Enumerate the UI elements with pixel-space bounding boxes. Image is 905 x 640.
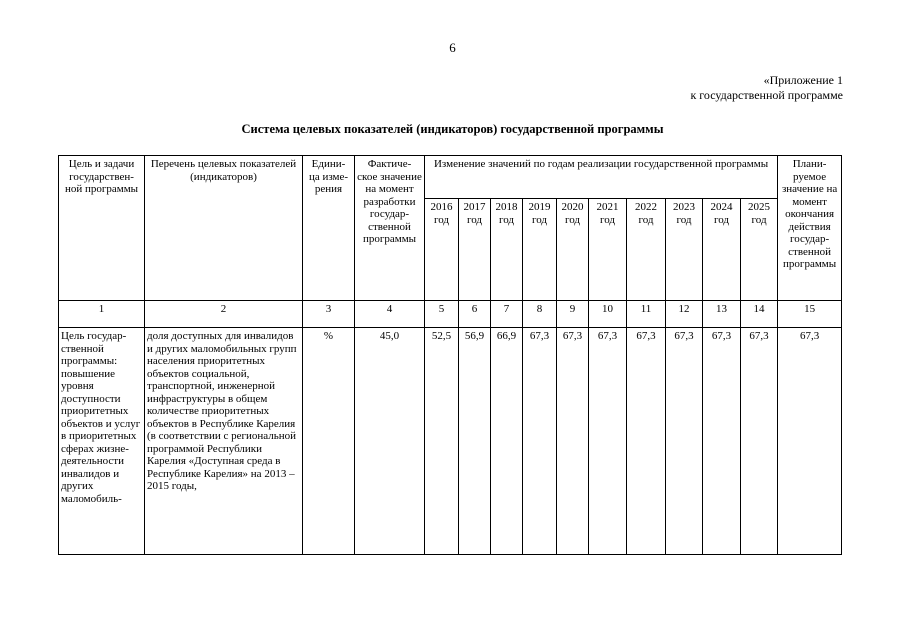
- row-goal: Цель государ- ственной программы: повышение уровня доступности приоритетных объектов и услуг в приоритетных сферах жизне- деятельности инвалидов и других маломобиль-: [59, 328, 145, 555]
- document-title: Система целевых показателей (индикаторов) государственной программы: [241, 122, 664, 136]
- column-number: 3: [303, 301, 355, 328]
- header-year: 2020 год: [557, 199, 589, 301]
- header-year: 2021 год: [589, 199, 627, 301]
- indicators-table: [58, 155, 842, 555]
- row-year-value: 67,3: [666, 328, 703, 555]
- row-year-value: 52,5: [425, 328, 459, 555]
- header-year: 2024 год: [703, 199, 741, 301]
- row-year-value: 56,9: [459, 328, 491, 555]
- column-number: 2: [145, 301, 303, 328]
- row-actual-value: 45,0: [355, 328, 425, 555]
- header-goal: Цель и задачи государствен- ной программы: [59, 156, 145, 301]
- header-year: 2017 год: [459, 199, 491, 301]
- column-number: 10: [589, 301, 627, 328]
- appendix-line-2: к государственной программе: [690, 88, 843, 102]
- column-number: 4: [355, 301, 425, 328]
- header-year: 2019 год: [523, 199, 557, 301]
- table-header-row: [59, 156, 842, 199]
- header-year: 2018 год: [491, 199, 523, 301]
- column-number: 1: [59, 301, 145, 328]
- header-planned-value: Плани- руемое значение на момент окончания действия государ- ственной программы: [778, 156, 842, 301]
- column-number: 7: [491, 301, 523, 328]
- header-year: 2025 год: [741, 199, 778, 301]
- row-indicator: доля доступных для инвалидов и других маломобильных групп населения приоритетных объектов социальной, транспортной, инженерной инфраструктуры в общем количестве приоритетных объектов в Республике Карелия (в соответствии с региональной программой Республики Карелия «Доступная среда в Республике Карелия» на 2013 – 2015 годы,: [145, 328, 303, 555]
- row-year-value: 66,9: [491, 328, 523, 555]
- column-number: 13: [703, 301, 741, 328]
- header-unit: Едини- ца изме- рения: [303, 156, 355, 301]
- column-number: 5: [425, 301, 459, 328]
- row-year-value: 67,3: [741, 328, 778, 555]
- header-year: 2023 год: [666, 199, 703, 301]
- appendix-line-1: «Приложение 1: [763, 73, 843, 87]
- header-actual-value: Фактиче- ское значение на момент разработки государ- ственной программы: [355, 156, 425, 301]
- row-year-value: 67,3: [523, 328, 557, 555]
- row-year-value: 67,3: [589, 328, 627, 555]
- row-year-value: 67,3: [703, 328, 741, 555]
- row-planned-value: 67,3: [778, 328, 842, 555]
- table-row: [59, 328, 842, 555]
- row-year-value: 67,3: [627, 328, 666, 555]
- column-number: 15: [778, 301, 842, 328]
- row-unit: %: [303, 328, 355, 555]
- column-numbers-row: [59, 301, 842, 328]
- column-number: 12: [666, 301, 703, 328]
- page-number: 6: [449, 40, 456, 55]
- column-number: 11: [627, 301, 666, 328]
- column-number: 6: [459, 301, 491, 328]
- column-number: 9: [557, 301, 589, 328]
- header-indicators: Перечень целевых показателей (индикаторов): [145, 156, 303, 301]
- header-year: 2016 год: [425, 199, 459, 301]
- column-number: 14: [741, 301, 778, 328]
- header-change-by-years: Изменение значений по годам реализации государственной программы: [425, 156, 778, 199]
- row-year-value: 67,3: [557, 328, 589, 555]
- appendix-note: [690, 73, 843, 103]
- header-year: 2022 год: [627, 199, 666, 301]
- column-number: 8: [523, 301, 557, 328]
